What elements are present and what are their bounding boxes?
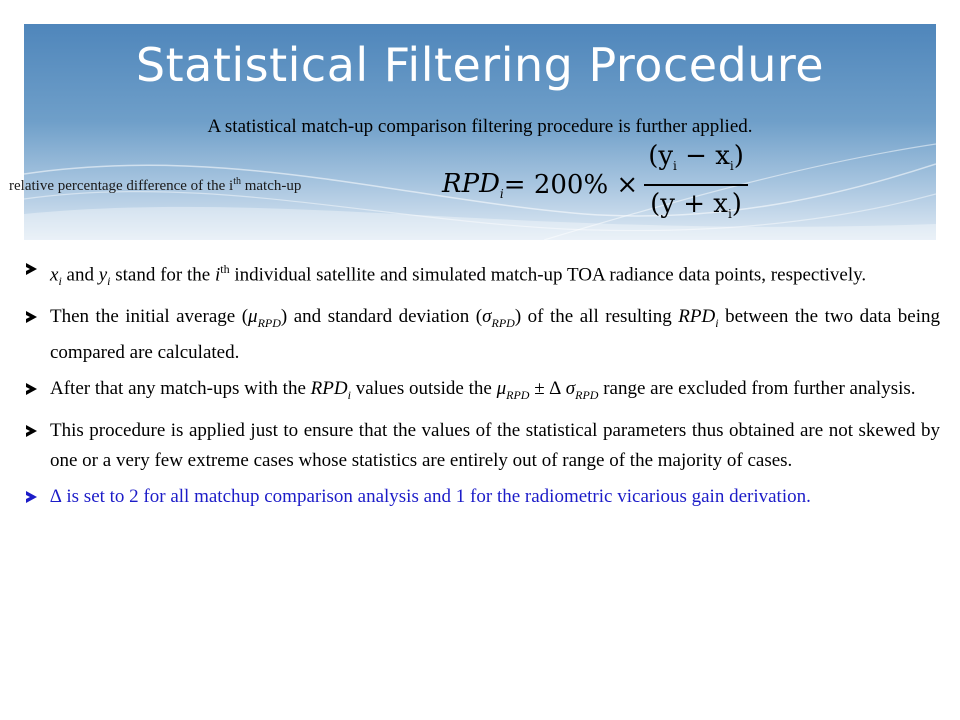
formula-fraction	[644, 138, 748, 232]
arrow-bullet-icon	[26, 425, 37, 437]
arrow-bullet-icon	[26, 383, 37, 395]
formula-denominator: $(y + x_i)$	[650, 189, 742, 222]
bullet-item-variables: $x_i$ and $y_i$ stand for the $i^{th}$ individual satellite and simulated match-up TOA radiance data points, respectively.	[24, 254, 940, 296]
rpd-formula	[442, 140, 748, 225]
bullet-item-exclusion: After that any match-ups with the $RPD_i$ values outside the $\mu_{RPD}$ ± ∆ $\sigma_{RPD}$ range are excluded from further analysis.	[24, 374, 940, 410]
bullet-item-delta: ∆ is set to 2 for all matchup comparison analysis and 1 for the radiometric vicarious gain derivation.	[24, 482, 940, 512]
rpd-definition-label	[9, 176, 301, 195]
arrow-bullet-icon	[26, 311, 37, 323]
formula-lhs	[442, 169, 504, 201]
formula-lhs-var: RPD	[442, 168, 500, 199]
page-subtitle: A statistical match-up comparison filtering procedure is further applied.	[207, 116, 753, 137]
bullet-item-purpose: This procedure is applied just to ensure that the values of the statistical parameters thus obtained are not skewed by one or a very few extreme cases whose statistics are entirely out of range of the majority of cases.	[24, 416, 940, 476]
formula-numerator: $(y_i - x_i)$	[644, 138, 748, 186]
formula-equals: = 200% ×	[503, 170, 639, 200]
rpd-label-prefix: relative percentage difference of the i	[9, 178, 234, 194]
formula-lhs-sub: i	[499, 187, 504, 202]
rpd-label-sup: th	[233, 176, 241, 187]
bullet-list	[24, 254, 940, 518]
arrow-bullet-icon	[26, 263, 37, 275]
bullet-item-statistics: Then the initial average $(\mu_{RPD})$ and standard deviation $(\sigma_{RPD})$ of the all resulting $RPD_i$ between the two data being compared are calculated.	[24, 302, 940, 368]
rpd-label-suffix: match-up	[240, 178, 302, 194]
page-title: Statistical Filtering Procedure	[135, 38, 825, 92]
arrow-bullet-icon	[26, 491, 37, 503]
